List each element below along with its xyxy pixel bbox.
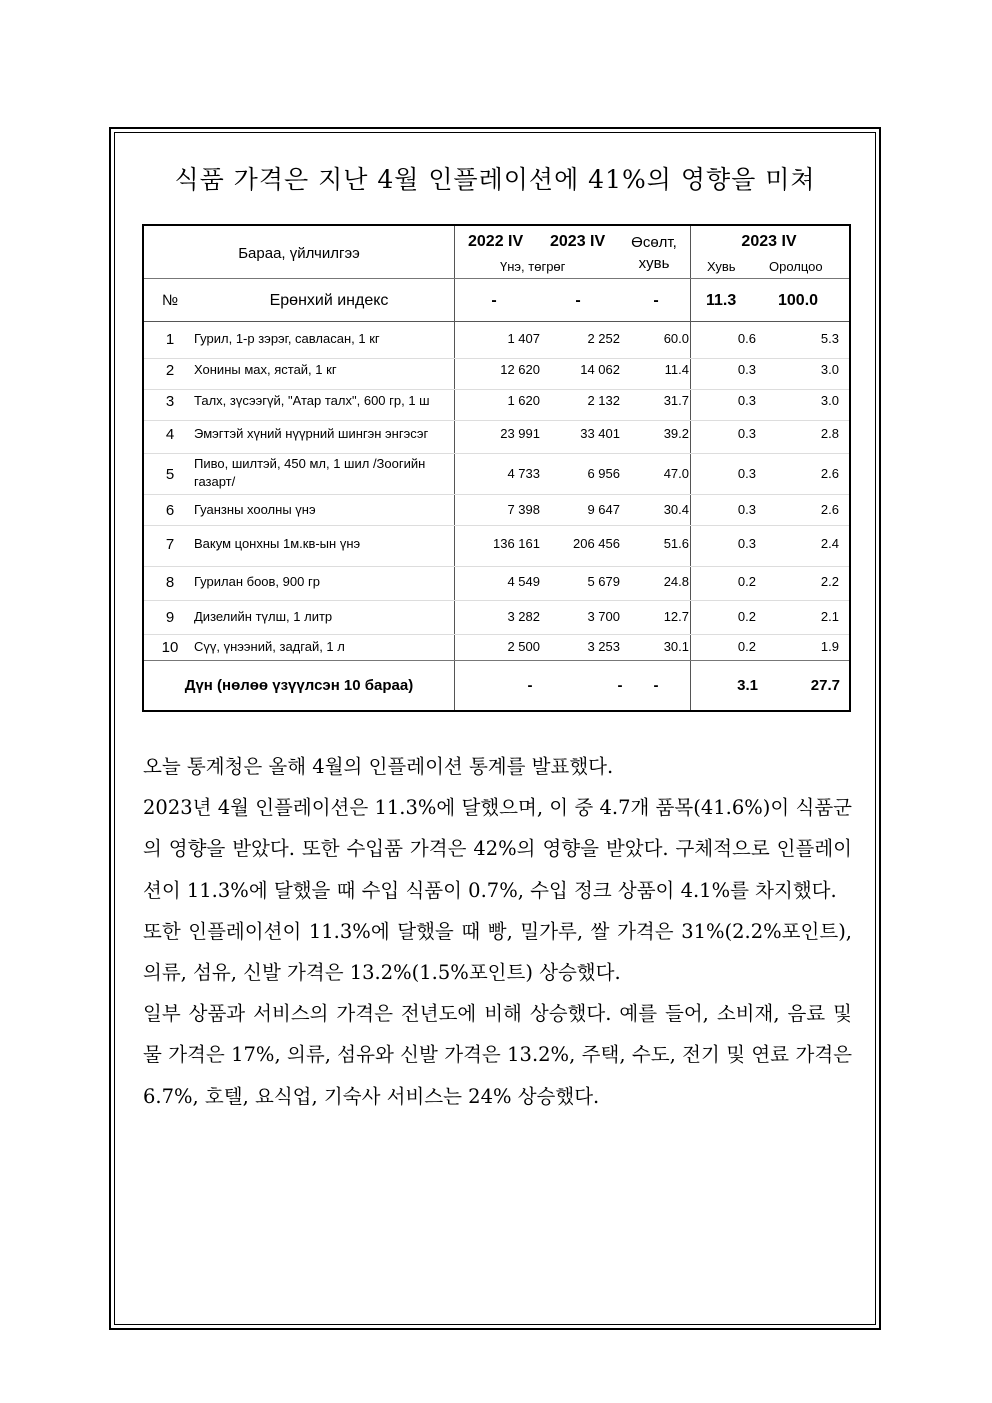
row-share-pct: 0.2 (737, 609, 756, 624)
row-price-2023: 2 132 (587, 393, 620, 408)
row-price-2023: 2 252 (587, 331, 620, 346)
row-no: 10 (161, 639, 179, 656)
header-growth-1: Өсөлт, (631, 234, 677, 251)
row-contribution: 2.1 (820, 609, 839, 624)
col-divider (454, 226, 455, 710)
row-divider (144, 634, 849, 635)
row-divider (144, 321, 849, 322)
row-divider (144, 525, 849, 526)
general-growth: - (653, 292, 659, 309)
row-share-pct: 0.3 (737, 426, 756, 441)
row-price-2022: 1 407 (507, 331, 540, 346)
header-2023: 2023 IV (550, 233, 606, 250)
total-label: Дүн (нөлөө үзүүлсэн 10 бараа) (184, 677, 414, 694)
total-p2023: - (617, 677, 623, 694)
row-divider (144, 566, 849, 567)
row-price-2023: 3 700 (587, 609, 620, 624)
row-contribution: 3.0 (820, 393, 839, 408)
row-price-2022: 2 500 (507, 639, 540, 654)
general-label: Ерөнхий индекс (269, 292, 389, 309)
row-price-2023: 14 062 (580, 362, 620, 377)
row-divider (144, 358, 849, 359)
row-divider (144, 660, 849, 661)
total-growth: - (653, 677, 659, 694)
header-price-unit: Үнэ, төгрөг (500, 259, 566, 274)
row-item-name: Хонины мах, ястай, 1 кг (194, 362, 337, 377)
row-price-2022: 7 398 (507, 502, 540, 517)
row-no: 5 (165, 466, 175, 483)
row-item-name: Дизелийн түлш, 1 литр (194, 609, 333, 624)
row-growth: 39.2 (663, 426, 689, 441)
row-price-2022: 1 620 (507, 393, 540, 408)
row-growth: 47.0 (663, 466, 689, 481)
row-divider (144, 278, 849, 279)
article-body (143, 746, 852, 1117)
row-growth: 51.6 (663, 536, 689, 551)
row-no: 7 (165, 536, 175, 553)
row-no: 8 (165, 574, 175, 591)
row-contribution: 3.0 (820, 362, 839, 377)
row-item-name: Гурил, 1-р зэрэг, савласан, 1 кг (194, 331, 380, 346)
row-share-pct: 0.3 (737, 536, 756, 551)
row-price-2022: 4 549 (507, 574, 540, 589)
row-item-name-cont: газарт/ (194, 474, 236, 489)
row-contribution: 2.4 (820, 536, 839, 551)
general-contrib: 100.0 (778, 292, 819, 309)
general-p2023: - (575, 292, 581, 309)
row-price-2023: 206 456 (573, 536, 620, 551)
row-item-name: Гурилан боов, 900 гр (194, 574, 320, 589)
row-share-pct: 0.3 (737, 466, 756, 481)
row-item-name: Эмэгтэй хүний нүүрний шингэн энгэсэг (194, 426, 429, 441)
row-no: 6 (165, 502, 175, 519)
row-divider (144, 389, 849, 390)
row-item-name: Пиво, шилтэй, 450 мл, 1 шил /Зоогийн (194, 456, 426, 471)
col-divider (690, 226, 691, 710)
paragraph: 오늘 통계청은 올해 4월의 인플레이션 통계를 발표했다. (143, 755, 614, 778)
row-price-2022: 23 991 (500, 426, 540, 441)
row-contribution: 2.6 (820, 466, 839, 481)
row-price-2022: 4 733 (507, 466, 540, 481)
total-p2022: - (527, 677, 533, 694)
row-price-2023: 3 253 (587, 639, 620, 654)
row-share-pct: 0.3 (737, 362, 756, 377)
row-item-name: Вакум цонхны 1м.кв-ын үнэ (194, 536, 361, 551)
row-growth: 60.0 (663, 331, 689, 346)
paragraph: 2023년 4월 인플레이션은 11.3%에 달했으며, 이 중 4.7개 품목(41.6%)이 식품군의 영향을 받았다. 또한 수입품 가격은 42%의 영향을 받았다. 구체적으로 인플레이션이 11.3%에 달했을 때 수입 식품이 0.7%, 수입 정크 상품이 4.1%를 차지했다. (143, 796, 852, 902)
row-divider (144, 494, 849, 495)
row-item-name: Гуанзны хоолны үнэ (194, 502, 316, 517)
row-share-pct: 0.6 (737, 331, 756, 346)
row-item-name: Сүү, үнээний, задгай, 1 л (194, 639, 345, 654)
row-growth: 30.4 (663, 502, 689, 517)
row-price-2022: 12 620 (500, 362, 540, 377)
row-contribution: 2.2 (820, 574, 839, 589)
row-growth: 30.1 (663, 639, 689, 654)
row-contribution: 5.3 (820, 331, 839, 346)
header-2022: 2022 IV (468, 233, 524, 250)
row-no: 1 (165, 331, 175, 348)
row-growth: 11.4 (664, 362, 689, 377)
header-item: Бараа, үйлчилгээ (238, 245, 360, 262)
row-price-2023: 9 647 (587, 502, 620, 517)
row-divider (144, 600, 849, 601)
row-price-2023: 33 401 (580, 426, 620, 441)
header-share-group: 2023 IV (741, 233, 797, 250)
general-no: № (161, 292, 179, 309)
row-no: 4 (165, 426, 175, 443)
total-pct: 3.1 (737, 677, 758, 694)
general-p2022: - (491, 292, 497, 309)
row-share-pct: 0.3 (737, 502, 756, 517)
row-divider (144, 420, 849, 421)
page-title: 식품 가격은 지난 4월 인플레이션에 41%의 영향을 미쳐 (174, 165, 816, 194)
header-growth-2: хувь (638, 255, 670, 272)
row-no: 2 (165, 362, 175, 379)
row-price-2023: 5 679 (587, 574, 620, 589)
row-growth: 12.7 (663, 609, 689, 624)
price-table (142, 224, 851, 712)
row-no: 3 (165, 393, 175, 410)
row-growth: 31.7 (663, 393, 689, 408)
row-no: 9 (165, 609, 175, 626)
row-share-pct: 0.2 (737, 574, 756, 589)
paragraph: 일부 상품과 서비스의 가격은 전년도에 비해 상승했다. 예를 들어, 소비재, 음료 및 물 가격은 17%, 의류, 섬유와 신발 가격은 13.2%, 주택, 수도, 전기 및 연료 가격은 6.7%, 호텔, 요식업, 기숙사 서비스는 24% 상승했다. (143, 1002, 852, 1108)
header-contribution: Оролцоо (769, 259, 823, 274)
row-contribution: 1.9 (820, 639, 839, 654)
general-pct: 11.3 (706, 292, 737, 309)
row-contribution: 2.6 (820, 502, 839, 517)
row-growth: 24.8 (663, 574, 689, 589)
paragraph: 또한 인플레이션이 11.3%에 달했을 때 빵, 밀가루, 쌀 가격은 31%(2.2%포인트), 의류, 섬유, 신발 가격은 13.2%(1.5%포인트) 상승했다. (143, 919, 852, 985)
row-price-2022: 3 282 (507, 609, 540, 624)
total-contrib: 27.7 (810, 677, 840, 694)
row-price-2023: 6 956 (587, 466, 620, 481)
row-share-pct: 0.3 (737, 393, 756, 408)
row-price-2022: 136 161 (493, 536, 540, 551)
row-contribution: 2.8 (820, 426, 839, 441)
row-item-name: Талх, зүсээгүй, "Атар талх", 600 гр, 1 ш (194, 393, 430, 408)
header-share-pct: Хувь (707, 259, 736, 274)
row-share-pct: 0.2 (737, 639, 756, 654)
row-divider (144, 453, 849, 454)
